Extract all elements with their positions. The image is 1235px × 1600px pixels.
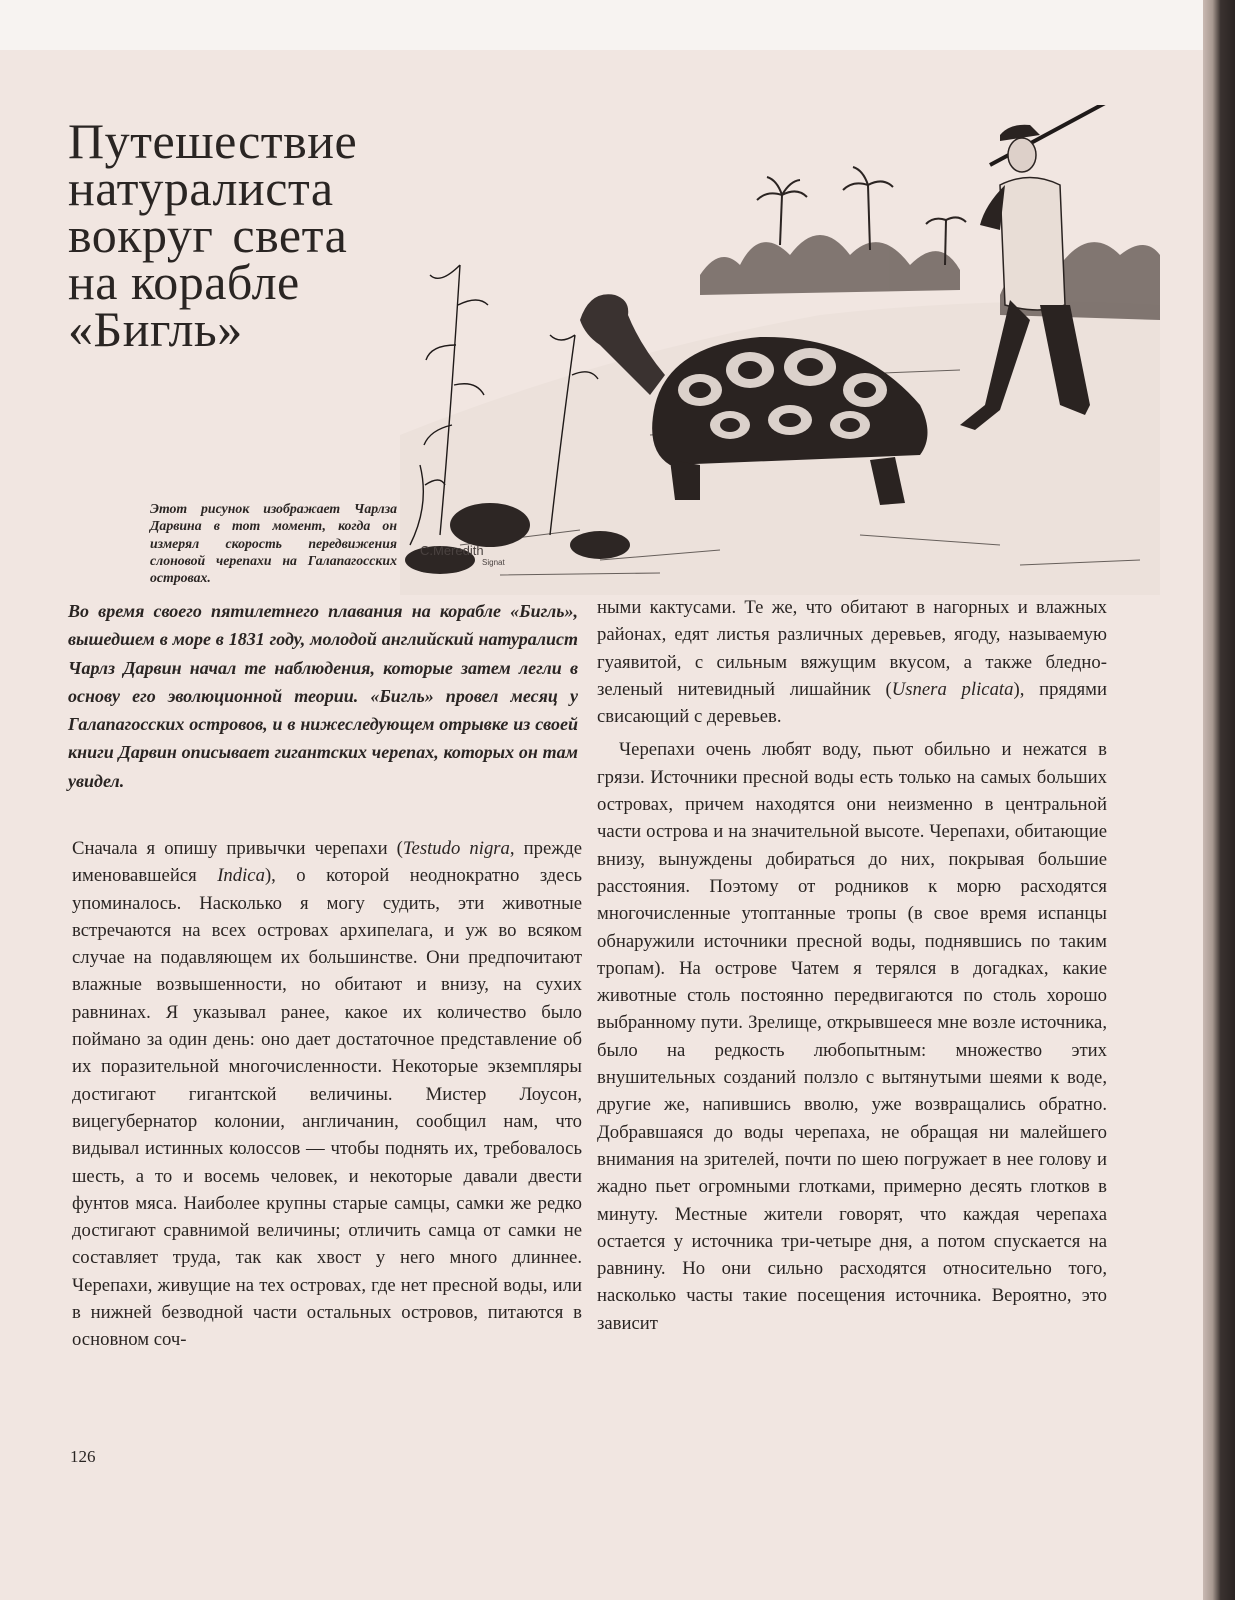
- body-column-right: [597, 594, 1107, 1337]
- latin-name: Usnera plicata: [891, 678, 1014, 700]
- title-line: натуралиста: [68, 160, 334, 216]
- latin-name: Testudo nigra: [402, 838, 510, 859]
- body-paragraph: Черепахи очень любят воду, пьют обильно и нежатся в грязи. Источники пресной воды есть только на самых больших островах, причем находятся они неизменно в центральной части острова и на значительной высоте. Черепахи, обитающие внизу, вынуждены добираться до них, покрывая большие расстояния. Поэтому от родников к морю расходятся многочисленные утоптанные тропы (в свое время испанцы обнаружили источники пресной воды, поднявшись по таким тропам). На острове Чатем я терялся в догадках, какие животные столь постоянно передвигаются по столь хорошо выбранному пути. Зрелище, открывшееся мне возле источника, было на редкость любопытным: множество этих внушительных созданий ползло с вытянутыми шеями к воде, другие же, напившись вволю, уже возвращались обратно. Добравшаяся до воды черепаха, не обращая ни малейшего внимания на зрителей, почти по шею погружает в нее голову и жадно пьет огромными глотками, примерно десять глотков в минуту. Местные жители говорят, что каждая черепаха остается у источника три-четыре дня, а потом спускается на равнину. Но они сильно расходятся относительно того, насколько часты такие посещения источника. Вероятно, это зависит: [597, 739, 1107, 1334]
- illustration-caption: Этот рисунок изображает Чарлза Дарвина в тот момент, когда он измерял скорость передвижения слоновой черепахи на Галапагосских островах.: [150, 501, 397, 586]
- body-paragraph: [597, 594, 1107, 730]
- text-span: ными кактусами. Те же, что обитают в нагорных и влажных районах, едят листья различных деревьев, ягоду, называемую гуаявитой, с сильным вяжущим вкусом, а также бледно-зеленый нитевидный лишайник (: [597, 597, 1107, 700]
- article-title: [68, 113, 428, 357]
- title-line: Путешествие: [68, 113, 358, 169]
- body-paragraph: [72, 835, 582, 1354]
- text-span: ), о которой неоднократно здесь упоминалось. Насколько я могу судить, эти животные встречаются на всех островах архипелага, и уж во всяком случае на подавляющем их большинстве. Они предпочитают влажные возвышенности, но обитают и внизу, на сухих равнинах. Я указывал ранее, какое их количество было поймано за один день: оно дает достаточное представление об их поразительной многочисленности. Некоторые экземпляры достигают гигантской величины. Мистер Лоусон, вицегубернатор колонии, англичанин, сообщил нам, что видывал истинных колоссов — чтобы поднять их, требовалось шесть, а то и восемь человек, и некоторые давали двести фунтов мяса. Наиболее крупны старые самцы, самки же редко достигают сравнимой величины; отличить самца от самки не составляет труда, так как хвост у него много длиннее. Черепахи, живущие на тех островах, где нет пресной воды, или в нижней безводной части остальных островов, питаются в основном соч-: [72, 865, 582, 1351]
- title-line: «Бигль»: [68, 301, 243, 357]
- darwin-tortoise-illustration: [400, 105, 1160, 595]
- illustration-signature-small: Signat: [482, 558, 505, 567]
- text-span: , прежде именовавшейся: [72, 838, 582, 887]
- illustration-signature: C.Meredith: [420, 543, 484, 558]
- lead-paragraph: Во время своего пятилетнего плавания на корабле «Бигль», вышедшем в море в 1831 году, молодой английский натуралист Чарлз Дарвин начал те наблюдения, которые затем легли в основу его эволюционной теории. «Бигль» провел месяц у Галапагосских островов, и в нижеследующем отрывке из своей книги Дарвин описывает гигантских черепах, которых он там увидел.: [68, 601, 578, 791]
- body-column-left: [72, 835, 582, 1354]
- title-line: на корабле: [68, 254, 300, 310]
- latin-name: Indica: [217, 865, 265, 887]
- text-span: Сначала я опишу привычки черепахи (: [72, 838, 403, 859]
- page-number: 126: [70, 1447, 96, 1466]
- scan-top-margin: [0, 0, 1235, 50]
- text-span: ), прядями свисающий с деревьев.: [597, 678, 1107, 728]
- title-line: вокруг света: [68, 207, 348, 263]
- book-spine-shadow: [1203, 0, 1235, 1600]
